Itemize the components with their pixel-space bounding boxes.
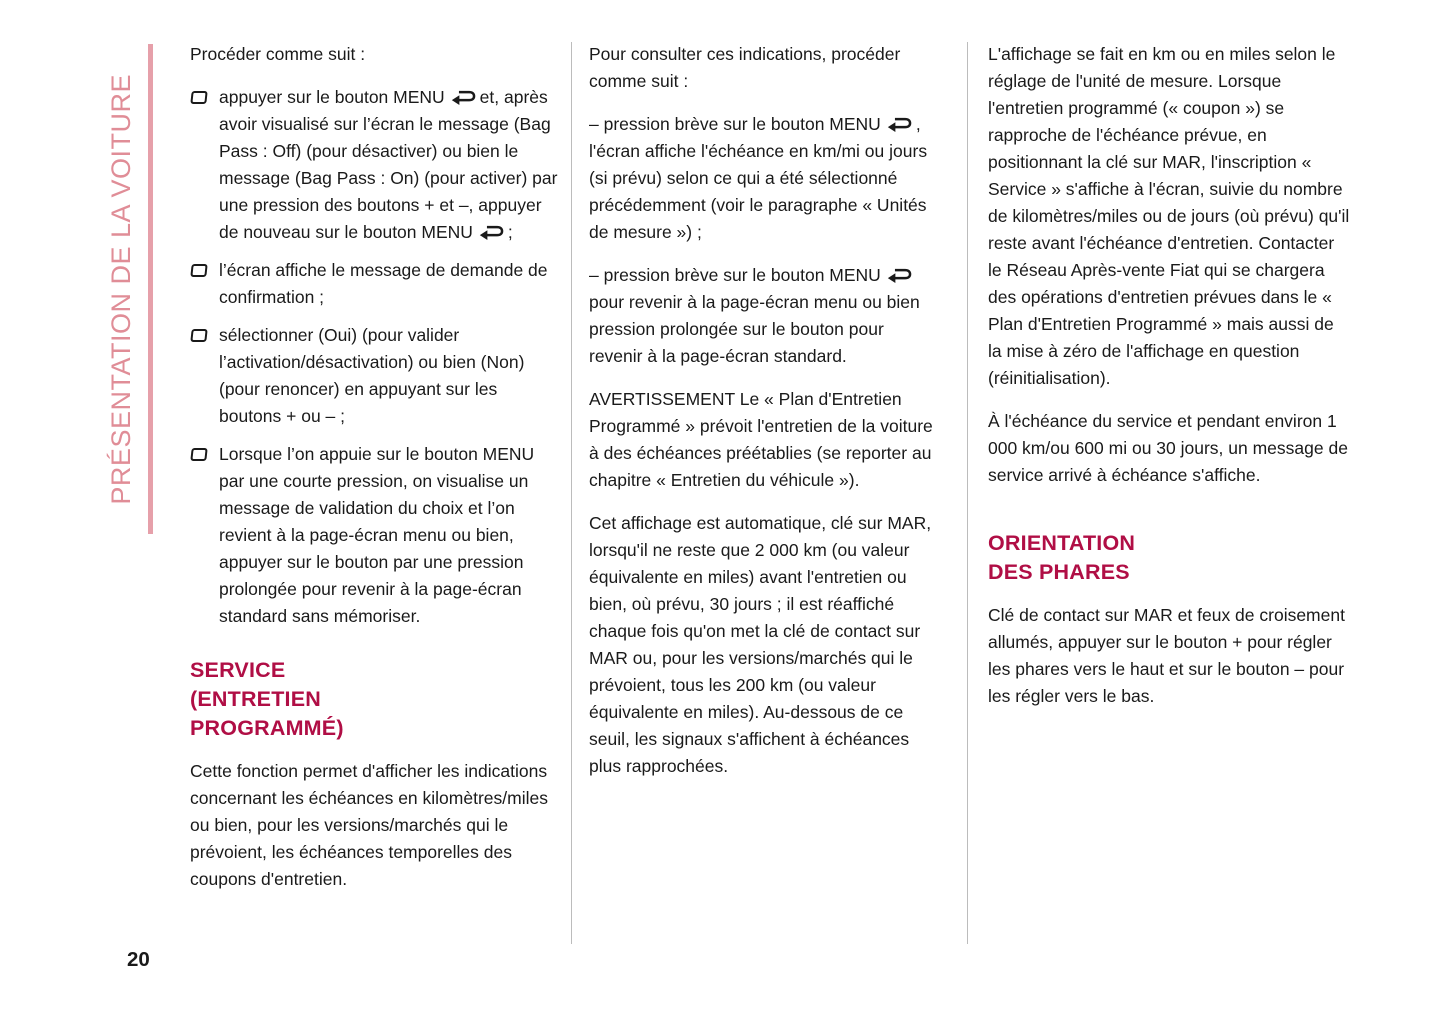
heading-line: ORIENTATION — [988, 531, 1136, 555]
paragraph — [589, 111, 941, 246]
bullet-list — [190, 84, 560, 630]
bullet-text: l’écran affiche le message de demande de confirmation ; — [219, 260, 548, 307]
heading-line: SERVICE — [190, 658, 286, 682]
menu-return-icon — [885, 267, 912, 283]
chapter-tab-label: PRÉSENTATION DE LA VOITURE — [106, 73, 136, 505]
bullet-text: sélectionner (Oui) (pour valider l’activation/désactivation) ou bien (Non) (pour renoncer) en appuyant sur les boutons + ou – ; — [219, 325, 525, 426]
menu-return-icon — [885, 116, 912, 132]
paragraph: L'affichage se fait en km ou en miles selon le réglage de l'unité de mesure. Lorsque l'entretien programmé (« coupon ») se rapproche de l'échéance prévue, en positionnant la clé sur MAR, l'inscription « Service » s'affiche à l'écran, suivie du nombre de kilomètres/miles ou de jours (où prévu) qu'il reste avant l'échéance d'entretien. Contacter le Réseau Après-vente Fiat qui se chargera des opérations d'entretien prévues dans le « Plan d'Entretien Programmé » mais aussi de la mise à zéro de l'affichage en question (réinitialisation). — [988, 44, 1350, 388]
bullet-square-icon — [190, 329, 207, 342]
bullet-square-icon — [190, 448, 207, 461]
bullet-square-icon — [190, 264, 207, 277]
heading-line: PROGRAMMÉ) — [190, 716, 344, 740]
section-heading-orientation — [988, 529, 1352, 587]
paragraph-text: , l'écran affiche l'échéance en km/mi ou jours (si prévu) selon ce qui a été sélectionné précédemment (voir le paragraphe « Unités de mesure ») ; — [589, 114, 928, 242]
column-middle — [589, 41, 941, 796]
chapter-tab — [106, 44, 153, 534]
paragraph: À l'échéance du service et pendant environ 1 000 km/ou 600 mi ou 30 jours, un message de service arrivé à échéance s'affiche. — [988, 411, 1348, 485]
column-divider — [967, 42, 968, 944]
menu-return-icon — [449, 89, 476, 105]
page-number: 20 — [127, 948, 150, 971]
paragraph-text: pour revenir à la page-écran menu ou bien pression prolongée sur le bouton pour revenir à la page-écran standard. — [589, 292, 920, 366]
bullet-item — [190, 322, 560, 430]
paragraph-text: – pression brève sur le bouton MENU — [589, 265, 881, 285]
bullet-text: ; — [507, 222, 513, 242]
paragraph — [589, 262, 941, 370]
intro-paragraph: Procéder comme suit : — [190, 44, 366, 64]
paragraph: Clé de contact sur MAR et feux de croisement allumés, appuyer sur le bouton + pour régler les phares vers le haut et sur le bouton – pour les régler vers le bas. — [988, 605, 1345, 706]
paragraph-text: – pression brève sur le bouton MENU — [589, 114, 881, 134]
bullet-item — [190, 84, 560, 246]
paragraph: Cet affichage est automatique, clé sur MAR, lorsqu'il ne reste que 2 000 km (ou valeur équivalente en miles) avant l'entretien ou bien, où prévu, 30 jours ; il est réaffiché chaque fois qu'on met la clé de contact sur MAR ou, pour les versions/marchés qui le prévoient, tous les 200 km (ou valeur équivalente en miles). Au-dessous de ce seuil, les signaux s'affichent à échéances plus rapprochées. — [589, 513, 932, 776]
menu-return-icon — [477, 224, 504, 240]
intro-paragraph: Pour consulter ces indications, procéder comme suit : — [589, 44, 901, 91]
column-right — [988, 41, 1352, 726]
bullet-square-icon — [190, 91, 207, 104]
bullet-text: Lorsque l’on appuie sur le bouton MENU par une courte pression, on visualise un message de validation du choix et l’on revient à la page-écran menu ou bien, appuyer sur le bouton par une pression prolongée pour revenir à la page-écran standard sans mémoriser. — [219, 444, 535, 626]
column-left — [190, 41, 560, 909]
column-divider — [571, 42, 572, 944]
paragraph: Cette fonction permet d'afficher les indications concernant les échéances en kilomètres/miles ou bien, pour les versions/marchés qui le prévoient, les échéances temporelles des coupons d'entretien. — [190, 761, 548, 889]
paragraph: AVERTISSEMENT Le « Plan d'Entretien Programmé » prévoit l'entretien de la voiture à des échéances préétablies (se reporter au chapitre « Entretien du véhicule »). — [589, 389, 933, 490]
heading-line: DES PHARES — [988, 560, 1130, 584]
bullet-text: appuyer sur le bouton MENU — [219, 87, 445, 107]
section-heading-service — [190, 656, 560, 743]
bullet-item — [190, 441, 560, 630]
bullet-item — [190, 257, 560, 311]
bullet-text: et, après avoir visualisé sur l’écran le message (Bag Pass : Off) (pour désactiver) ou bien le message (Bag Pass : On) (pour activer) par une pression des boutons + et –, appuyer de nouveau sur le bouton MENU — [219, 87, 558, 242]
heading-line: (ENTRETIEN — [190, 687, 321, 711]
